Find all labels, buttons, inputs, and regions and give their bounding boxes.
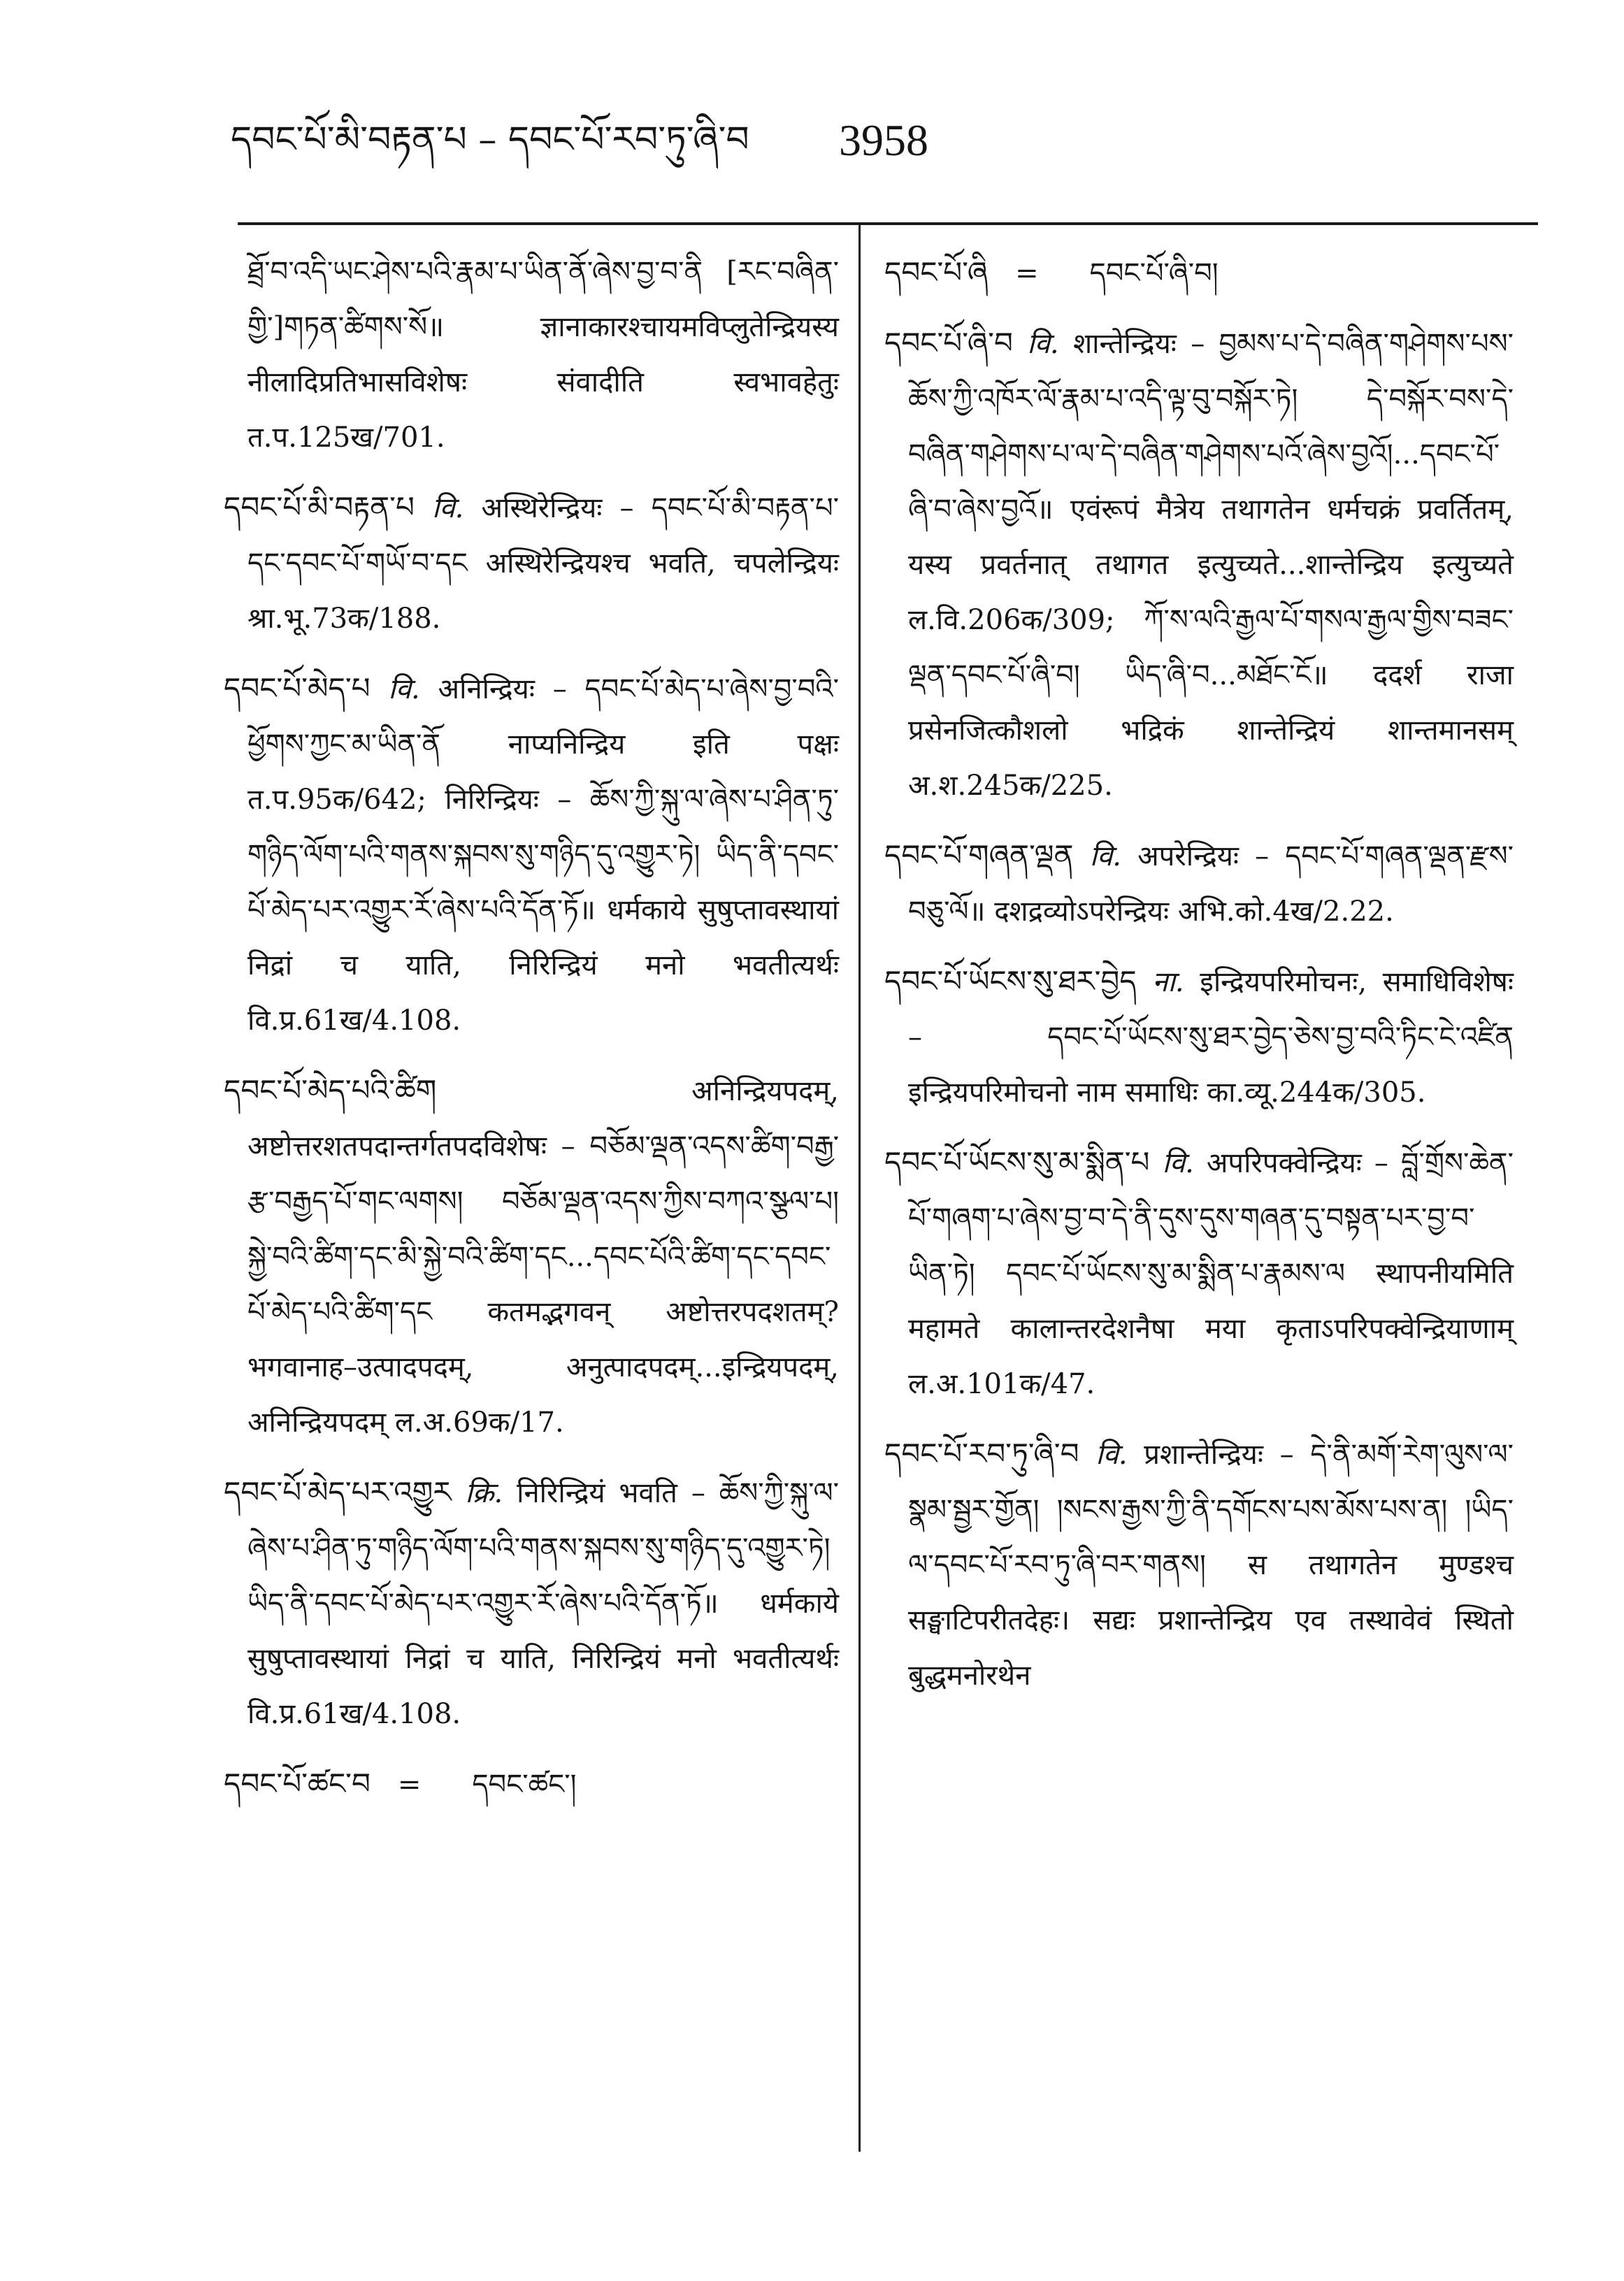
entry-body: प्रशान्तेन्द्रियः – དེ་ནི་མགོ་རེག་ལུས་ལ་སྣམ་སྦྱར་གྱོན། །སངས་རྒྱས་ཀྱི་ནི་དགོངས་པས་མོས་པས་ན། །ཡིད་ལ་དབང་པོ་རབ་ཏུ་ཞི་བར་གནས། स तथागतेन मुण्डश्च सङ्घाटिपरीतदेहः। सद्यः प्रशान्तेन्द्रिय एव तस्थावेवं स्थितो बुद्धमनोरथेन	[908, 1439, 1514, 1692]
dictionary-entry	[224, 1756, 839, 1813]
grammar-label: वि.	[1162, 1147, 1194, 1179]
equals-sign: =	[1015, 257, 1039, 289]
right-column	[884, 245, 1514, 1718]
entry-headword: དབང་པོ་རབ་ཏུ་ཞི་བ	[884, 1437, 1079, 1471]
dictionary-entry	[884, 1426, 1514, 1704]
dictionary-entry	[224, 661, 839, 1049]
dictionary-entry	[884, 245, 1514, 301]
dictionary-entry	[884, 315, 1514, 814]
entry-headword: དབང་པོ་མེད་པར་འགྱུར	[224, 1475, 452, 1509]
header-title: དབང་པོ་མི་བརྟན་པ – དབང་པོ་རབ་ཏུ་ཞི་བ	[231, 119, 749, 161]
grammar-label: क्रि.	[465, 1477, 503, 1509]
entry-headword: དབང་པོ་ཞི་བ	[884, 326, 1013, 360]
grammar-label: वि.	[1089, 840, 1122, 872]
entry-headword: དབང་པོ་ཞི	[884, 255, 989, 289]
entry-headword: དབང་པོ་ཚང་བ	[224, 1766, 371, 1801]
cross-reference: དབང་པོ་ཞི་བ།	[1089, 257, 1219, 289]
entry-body: अनिन्द्रियपदम्, अष्टोत्तरशतपदान्तर्गतपदविशेषः – བཅོམ་ལྡན་འདས་ཚིག་བརྒྱ་རྩ་བརྒྱད་པོ་གང་ལགས། བཅོམ་ལྡན་འདས་ཀྱིས་བཀའ་སྩལ་པ། སྐྱེ་བའི་ཚིག་དང་མི་སྐྱེ་བའི་ཚིག་དང...དབང་པོའི་ཚིག་དང་དབང་པོ་མེད་པའི་ཚིག་དང कतमद्भगवन् अष्टोत्तरपदशतम्? भगवानाह–उत्पादपदम्, अनुत्पादपदम्...इन्द्रियपदम्, अनिन्द्रियपदम् ल.अ.69क/17.	[247, 1075, 839, 1439]
entry-headword: དབང་པོ་མེད་པ	[224, 671, 371, 705]
entry-headword: དབང་པོ་ཡོངས་སུ་ཐར་བྱེད	[884, 964, 1137, 998]
entry-body: निरिन्द्रियं भवति – ཆོས་ཀྱི་སྐུ་ལ་ཞེས་པ་ཤིན་ཏུ་གཉིད་ལོག་པའི་གནས་སྐབས་སུ་གཉིད་དུ་འགྱུར་ཏེ། ཡིད་ནི་དབང་པོ་མེད་པར་འགྱུར་རོ་ཞེས་པའི་དོན་ཏོ॥ धर्मकाये सुषुप्तावस्थायां निद्रां च याति, निरिन्द्रियं मनो भवतीत्यर्थः वि.प्र.61ख/4.108.	[247, 1477, 839, 1730]
grammar-label: ना.	[1152, 966, 1184, 998]
entry-body: अपरेन्द्रियः – དབང་པོ་གཞན་ལྡན་རྫས་བཅུ་ལོ॥ दशद्रव्योऽपरेन्द्रियः अभि.को.4ख/2.22.	[908, 840, 1514, 928]
equals-sign: =	[397, 1769, 422, 1801]
entry-headword: དབང་པོ་མེད་པའི་ཚིག	[224, 1073, 437, 1107]
dictionary-entry	[884, 828, 1514, 940]
entry-headword: དབང་པོ་མི་བརྟན་པ	[224, 490, 415, 524]
grammar-label: वि.	[1095, 1439, 1128, 1471]
dictionary-entry	[224, 480, 839, 647]
entry-body: इन्द्रियपरिमोचनः, समाधिविशेषः – དབང་པོ་ཡོངས་སུ་ཐར་བྱེད་ཅེས་བྱ་བའི་ཏིང་ངེ་འཛིན इन्द्रियपरिमोचनो नाम समाधिः का.व्यू.244क/305.	[908, 966, 1514, 1109]
dictionary-entry	[224, 245, 839, 466]
entry-headword: དབང་པོ་ཡོངས་སུ་མ་སྨིན་པ	[884, 1145, 1150, 1179]
column-divider	[858, 222, 861, 2152]
grammar-label: वि.	[388, 673, 420, 705]
entry-body: अनिन्द्रियः – དབང་པོ་མེད་པ་ཞེས་བྱ་བའི་ཕྱོགས་ཀྱང་མ་ཡིན་ནོ नाप्यनिन्द्रिय इति पक्षः त.प.95क/642; निरिन्द्रियः – ཆོས་ཀྱི་སྐུ་ལ་ཞེས་པ་ཤིན་ཏུ་གཉིད་ལོག་པའི་གནས་སྐབས་སུ་གཉིད་དུ་འགྱུར་ཏེ། ཡིད་ནི་དབང་པོ་མེད་པར་འགྱུར་རོ་ཞེས་པའི་དོན་ཏོ॥ धर्मकाये सुषुप्तावस्थायां निद्रां च याति, निरिन्द्रियं मनो भवतीत्यर्थः वि.प्र.61ख/4.108.	[247, 673, 839, 1037]
entry-body: ཐྲོ་བ་འདི་ཡང་ཤེས་པའི་རྣམ་པ་ཡིན་ནོ་ཞེས་བྱ་བ་ནི [རང་བཞིན་གྱི་]གཏན་ཚིགས་སོ॥ ज्ञानाकारश्चायमविप्लुतेन्द्रियस्य नीलादिप्रतिभासविशेषः संवादीति स्वभावहेतुः त.प.125ख/701.	[247, 256, 839, 454]
grammar-label: वि.	[1027, 328, 1059, 360]
page-number: 3958	[839, 115, 928, 165]
grammar-label: वि.	[432, 492, 464, 524]
dictionary-entry	[224, 1063, 839, 1451]
entry-headword: དབང་པོ་གཞན་ལྡན	[884, 838, 1074, 872]
left-column	[224, 245, 839, 1827]
cross-reference: དབང་ཚང་།	[472, 1769, 577, 1801]
dictionary-entry	[224, 1465, 839, 1742]
header-rule	[238, 222, 1538, 225]
dictionary-entry	[884, 954, 1514, 1121]
dictionary-entry	[884, 1135, 1514, 1412]
entry-body: शान्तेन्द्रियः – བྱམས་པ་དེ་བཞིན་གཤེགས་པས་ཆོས་ཀྱི་འཁོར་ལོ་རྣམ་པ་འདི་ལྟ་བུ་བསྐོར་ཏེ། དེ་བསྐོར་བས་དེ་བཞིན་གཤེགས་པ་ལ་དེ་བཞིན་གཤེགས་པའོ་ཞེས་བྱའོ།...དབང་པོ་ཞི་བ་ཞེས་བྱའོ॥ एवंरूपं मैत्रेय तथागतेन धर्मचक्रं प्रवर्तितम्, यस्य प्रवर्तनात् तथागत इत्युच्यते...शान्तेन्द्रिय इत्युच्यते ल.वि.206क/309; ཀོ་ས་ལའི་རྒྱལ་པོ་གསལ་རྒྱལ་གྱིས་བཟང་ལྡན་དབང་པོ་ཞི་བ། ཡིད་ཞི་བ...མཐོང་ངོ॥ ददर्श राजा प्रसेनजित्कौशलो भद्रिकं शान्तेन्द्रियं शान्तमानसम् अ.श.245क/225.	[908, 328, 1514, 802]
running-header	[231, 105, 1279, 182]
entry-body: अस्थिरेन्द्रियः – དབང་པོ་མི་བརྟན་པ་དང་དབང་པོ་གཡོ་བ་དང अस्थिरेन्द्रियश्च भवति, चपलेन्द्रियः श्रा.भू.73क/188.	[247, 492, 839, 635]
entry-body: अपरिपक्वेन्द्रियः – བློ་གྲོས་ཆེན་པོ་གཞག་པ་ཞེས་བྱ་བ་དེ་ནི་དུས་དུས་གཞན་དུ་བསྟན་པར་བྱ་བ་ཡིན་ཏེ། དབང་པོ་ཡོངས་སུ་མ་སྨིན་པ་རྣམས་ལ स्थापनीयमिति महामते कालान्तरदेशनैषा मया कृताऽपरिपक्वेन्द्रियाणाम् ल.अ.101क/47.	[908, 1147, 1514, 1400]
